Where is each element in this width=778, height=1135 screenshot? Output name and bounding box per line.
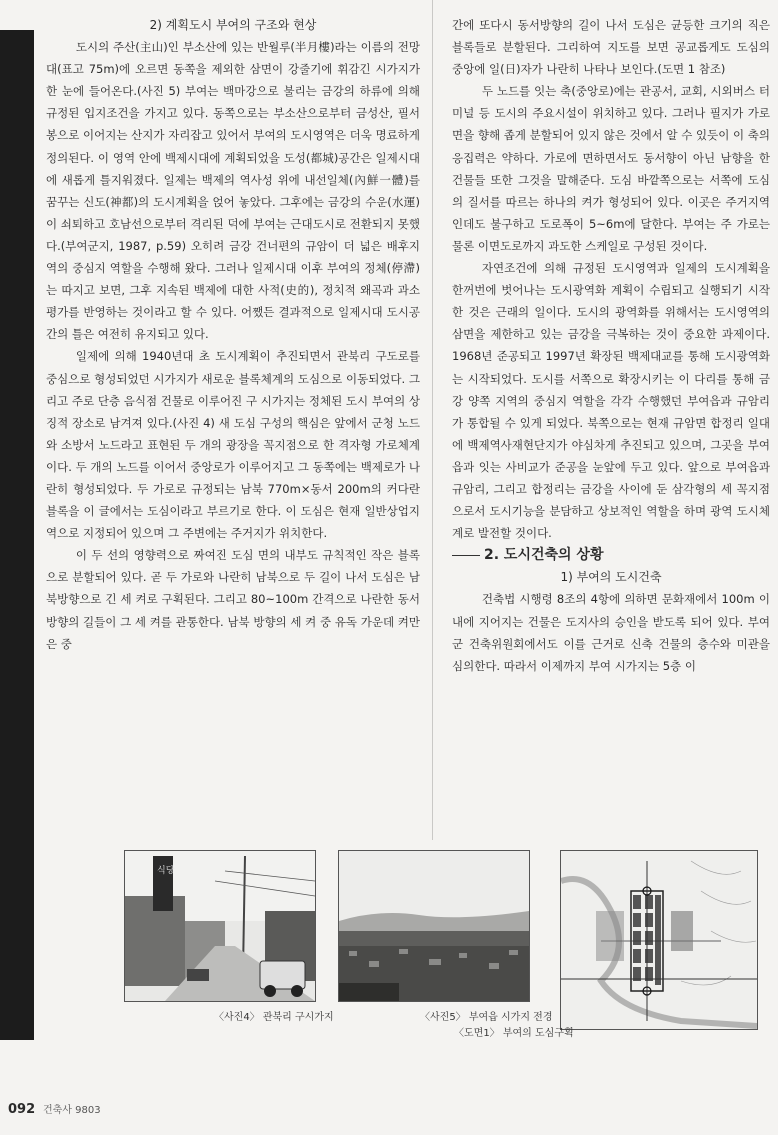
paragraph: 일제에 의해 1940년대 초 도시계획이 추진되면서 관북리 구도로를 중심으로 형성되었던 시가지가 새로운 블록체계의 도심으로 이동되었다. 그리고 주로 단층 음식점 건물로 이루어진 구 시가지는 정체된 도시 부여의 상징적 장소로 남겨져 있다.(사진 4) 새 도심 구성의 핵심은 앞에서 군청 노드와 소방서 노드라고 표현된 두 개의 광장을 꼭지점으로 한 격자형 가로체계이다. 두 개의 노드를 이어서 중앙로가 이루어지고 그 동쪽에는 백제로가 나란히 형성되었다. 두 가로로 규정되는 남북 770m×동서 200m의 커다란 블록을 이 글에서는 도심이라고 부르기로 한다. 이 도심은 현재 일반상업지역으로 지정되어 있으며 그 주변에는 주거지가 위치한다. xyxy=(46,349,420,541)
page-footer xyxy=(8,1101,101,1117)
section-bar xyxy=(452,555,480,556)
left-subhead: 2) 계획도시 부여의 구조와 현상 xyxy=(149,18,317,32)
figure-strip xyxy=(0,842,778,1042)
paragraph: 도시의 주산(主山)인 부소산에 있는 반월루(半月樓)라는 이름의 전망대(표고 75m)에 오르면 동쪽을 제외한 삼면이 강줄기에 휘감긴 시가지가 한 눈에 들어온다.(사진 5) 부여는 백마강으로 불리는 금강의 하류에 의해 규정된 입지조건을 가지고 있다. 동쪽으로는 부소산으로부터 금성산, 필서봉으로 이어지는 산지가 자리잡고 있어서 부여의 도시영역은 더욱 명료하게 정의된다. 이 영역 안에 백제시대에 계획되었을 도성(都城)공간은 일제시대에 새롭게 틀지워졌다. 일제는 백제의 역사성 위에 내선일체(內鮮一體)를 꿈꾸는 신도(神都)의 도시계획을 얹어 놓았다. 그후에는 금강의 수운(水運)이 쇠퇴하고 호남선으로부터 격리된 덕에 부여는 근대도시로 전환되지 못했다.(부여군지, 1987, p.59) 오히려 금강 건너편의 규암이 더 넓은 배후지역의 중심지 역할을 수행해 왔다. 그러나 일제시대 이후 부여의 정체(停滯)는 따지고 보면, 그후 지속된 백제에 대한 사적(史的), 정치적 왜곡과 과소평가를 반영하는 것이라고 할 수 있다. 어쨌든 결과적으로 일제시대 도시공간의 틀은 여전히 유지되고 있다. xyxy=(46,40,420,342)
paragraph: 자연조건에 의해 규정된 도시영역과 일제의 도시계획을 한꺼번에 벗어나는 도시광역화 계획이 수립되고 실행되기 시작한 것은 근래의 일이다. 도시의 광역화를 위해서는 도시영역의 삼면을 제한하고 있는 금강을 극복하는 것이 중요한 과제이다. 1968년 준공되고 1997년 확장된 백제대교를 통해 도시광역화는 시작되었다. 도시를 서쪽으로 확장시키는 이 다리를 통해 금강 양쪽 지역의 중심지 역할을 각각 수행했던 부여읍과 규암리가 통합될 수 있게 되었다. 북쪽으로는 현재 규암면 합정리 일대에 백제역사재현단지가 야심차게 추진되고 있으며, 그곳을 부여읍과 잇는 사비교가 준공을 눈앞에 두고 있다. 앞으로 부여읍과 규암리, 그리고 합정리는 금강을 사이에 둔 삼각형의 세 꼭지점으로서 도시기능을 분담하고 상보적인 역할을 하며 광역 도시체계로 발전할 것이다. xyxy=(452,261,770,541)
paragraph: 간에 또다시 동서방향의 길이 나서 도심은 균등한 크기의 직은 블록들로 분할된다. 그리하여 지도를 보면 공교롭게도 도심의 중앙에 일(日)자가 나란히 나타나 보인다.(도면 1 참조) xyxy=(452,18,770,77)
city-plan-map xyxy=(561,851,757,1029)
plan1-caption: 〈도면1〉 부여의 도심구획 xyxy=(454,1028,574,1039)
right-subhead: 1) 부여의 도시건축 xyxy=(560,570,662,585)
magazine-name: 건축사 9803 xyxy=(42,1105,101,1116)
paragraph: 이 두 선의 영향력으로 짜여진 도심 면의 내부도 규칙적인 작은 블록으로 분할되어 있다. 곧 두 가로와 나란히 남북으로 두 길이 나서 도심은 남북방향으로 긴 세 켜로 구획된다. 그리고 80~100m 간격으로 나란한 동서방향의 길들이 그 세 켜를 관통한다. 남북 방향의 세 켜 중 유독 가운데 켜만은 중 xyxy=(46,548,420,651)
photo5-caption: 〈사진5〉 부여읍 시가지 전경 xyxy=(420,1012,553,1023)
page-number: 092 xyxy=(8,1102,36,1117)
paragraph: 두 노드를 잇는 축(중앙로)에는 관공서, 교회, 시외버스 터미널 등 도시의 주요시설이 위치하고 있다. 그러나 필지가 가로면을 향해 좁게 분할되어 있지 않은 것에서 알 수 있듯이 이 축의 응집력은 약하다. 가로에 면하면서도 동서향이 아닌 남향을 한 건물들 또한 그것을 말해준다. 도심 바깥쪽으로는 서쪽에 도심의 질서를 따르는 하나의 켜가 형성되어 있다. 이곳은 주거지역인데도 불구하고 도로폭이 5~6m에 달한다. 부여는 주 가로는 물론 이면도로까지 과도한 스케일로 구성된 것이다. xyxy=(452,84,770,253)
left-column xyxy=(46,14,420,655)
photo-old-street xyxy=(124,850,316,1002)
section-title-text: 2. 도시건축의 상황 xyxy=(484,547,604,564)
right-column xyxy=(452,14,770,677)
street-photo-image xyxy=(125,851,315,1001)
column-divider xyxy=(432,0,433,840)
shop-sign-text: 식당 xyxy=(157,866,175,876)
photo4-caption: 〈사진4〉 관북리 구시가지 xyxy=(214,1012,334,1023)
plan-city-blocks xyxy=(560,850,758,1030)
section-title xyxy=(452,544,770,566)
paragraph: 건축법 시행령 8조의 4항에 의하면 문화재에서 100m 이내에 지어지는 건물은 도지사의 승인을 받도록 되어 있다. 부여군 건축위원회에서도 이를 근거로 신축 건물의 층수와 미관을 심의한다. 따라서 이제까지 부여 시가지는 5층 이 xyxy=(452,592,770,673)
photo-town-panorama xyxy=(338,850,530,1002)
panorama-photo-image xyxy=(339,851,529,1001)
